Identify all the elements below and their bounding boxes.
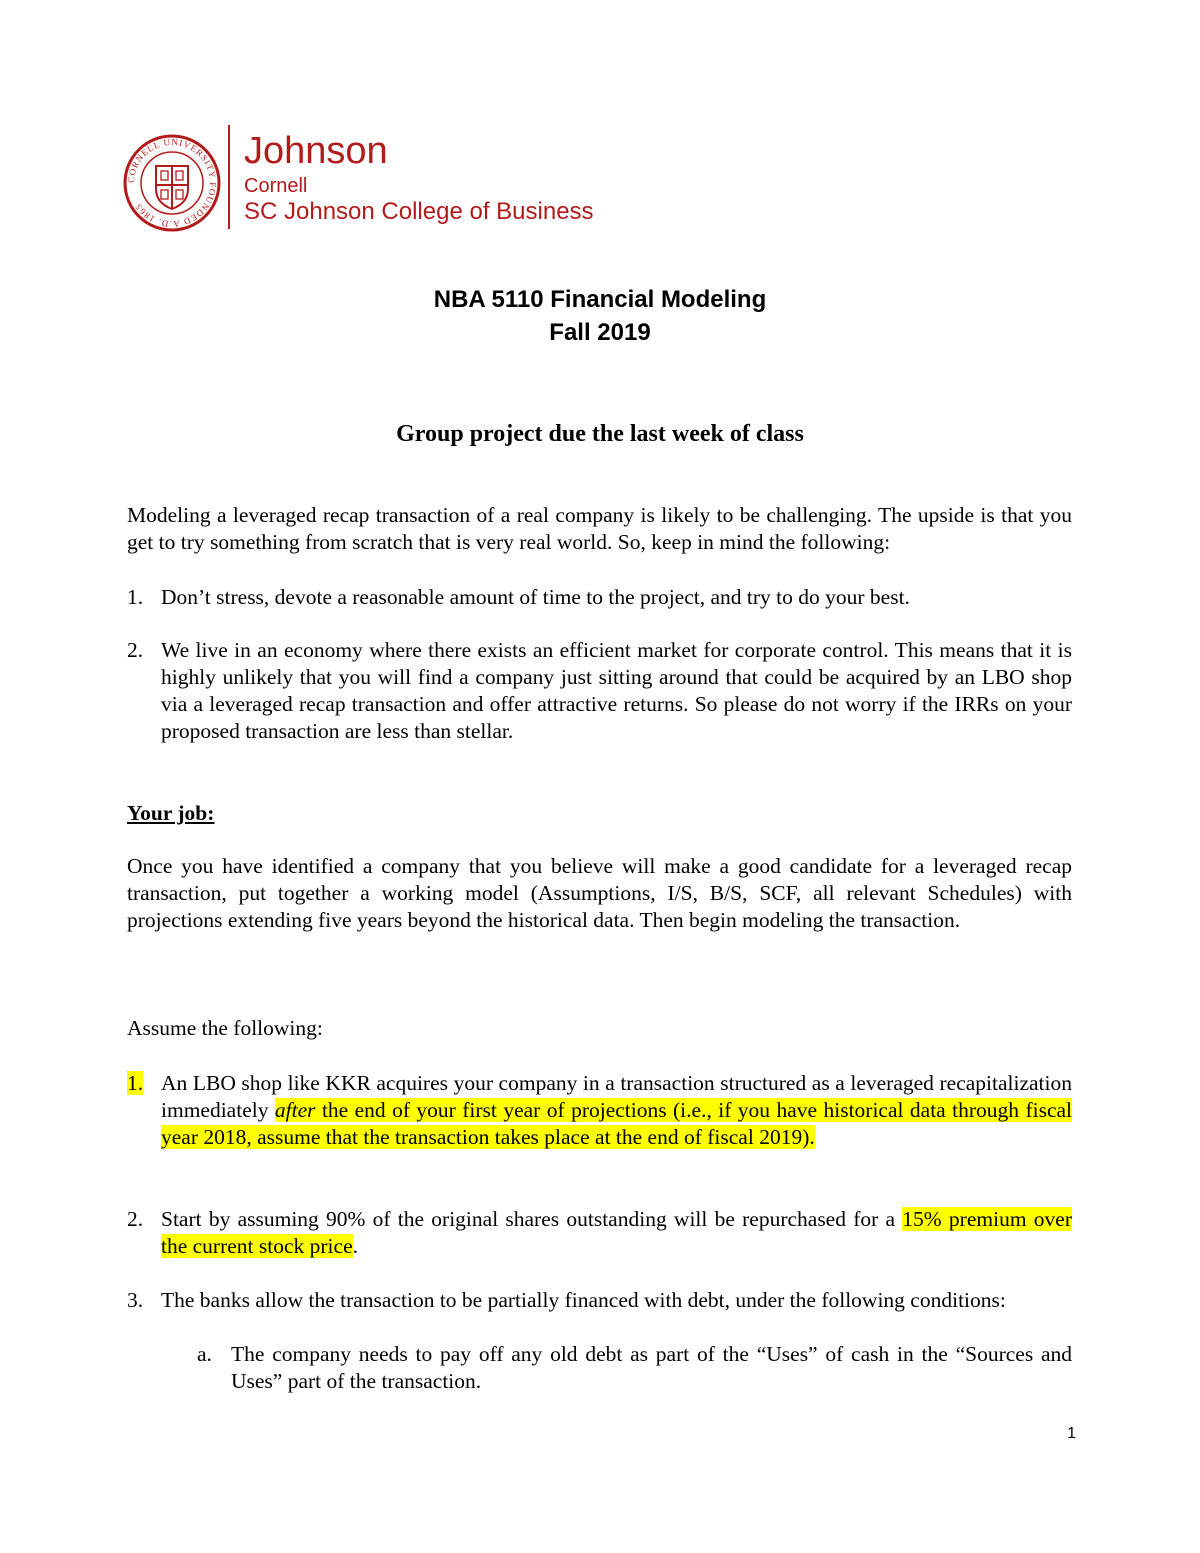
johnson-logo [122, 125, 662, 235]
sub-list-item-text: The company needs to pay off any old debt as part of the “Uses” of cash in the “Sources and Uses” part of the transaction. [231, 1342, 1072, 1393]
list-number: 1. [127, 1071, 144, 1095]
section-heading-your-job [127, 800, 1072, 827]
assumptions-lead: Assume the following: [127, 1016, 323, 1040]
list-item-text: The banks allow the transaction to be partially financed with debt, under the following conditions: [161, 1288, 1006, 1312]
section-heading-text: Your job: [127, 801, 215, 825]
college-name: SC Johnson College of Business [244, 198, 594, 225]
course-title: NBA 5110 Financial Modeling [433, 286, 767, 313]
university-name: Cornell [244, 175, 308, 197]
list-number: 1. [127, 585, 144, 609]
item2-text-part2: . [352, 1234, 358, 1258]
list-item-text [161, 1070, 1072, 1151]
page-number: 1 [1067, 1425, 1076, 1442]
cornell-seal-icon [122, 133, 222, 233]
list-number: 2. [127, 1207, 144, 1231]
intro-paragraph: Modeling a leveraged recap transaction of a real company is likely to be challenging. The upside is that you get to try something from scratch that is very real world. So, keep in mind the following: [127, 503, 1072, 554]
project-title: Group project due the last week of class [396, 421, 804, 447]
item2-text-part1: Start by assuming 90% of the original shares outstanding will be repurchased for a [161, 1207, 903, 1231]
item1-text-part1: An LBO shop like KKR acquires your company in a transaction structured as a leveraged recapitalization immediately [161, 1071, 1072, 1122]
sub-list-letter: a. [197, 1342, 212, 1366]
item1-emphasis: after [274, 1098, 316, 1122]
list-item-text [161, 1206, 1072, 1260]
brand-name: Johnson [244, 130, 388, 172]
logo-divider [228, 125, 230, 229]
list-number: 2. [127, 638, 144, 662]
term-title: Fall 2019 [549, 319, 651, 346]
item2-highlight: 15% premium over the current stock price [161, 1207, 1072, 1258]
job-paragraph: Once you have identified a company that you believe will make a good candidate for a leveraged recap transaction, put together a working model (Assumptions, I/S, B/S, SCF, all relevant Schedules) with projections extending five years beyond the historical data. Then begin modeling the transaction. [127, 854, 1072, 932]
list-number: 3. [127, 1288, 144, 1312]
list-item-text: Don’t stress, devote a reasonable amount of time to the project, and try to do your best. [161, 585, 910, 609]
seal-text: CORNELL UNIVERSITY FOUNDED A.D. 1865 [125, 136, 219, 230]
item1-text-part2: the end of your first year of projections (i.e., if you have historical data through fiscal year 2018, assume that the transaction takes place at the end of fiscal 2019). [161, 1098, 1073, 1149]
list-item-text: We live in an economy where there exists an efficient market for corporate control. This means that it is highly unlikely that you will find a company just sitting around that could be acquired by an LBO shop via a leveraged recap transaction and offer attractive returns. So please do not worry if the IRRs on your proposed transaction are less than stellar. [161, 638, 1072, 743]
